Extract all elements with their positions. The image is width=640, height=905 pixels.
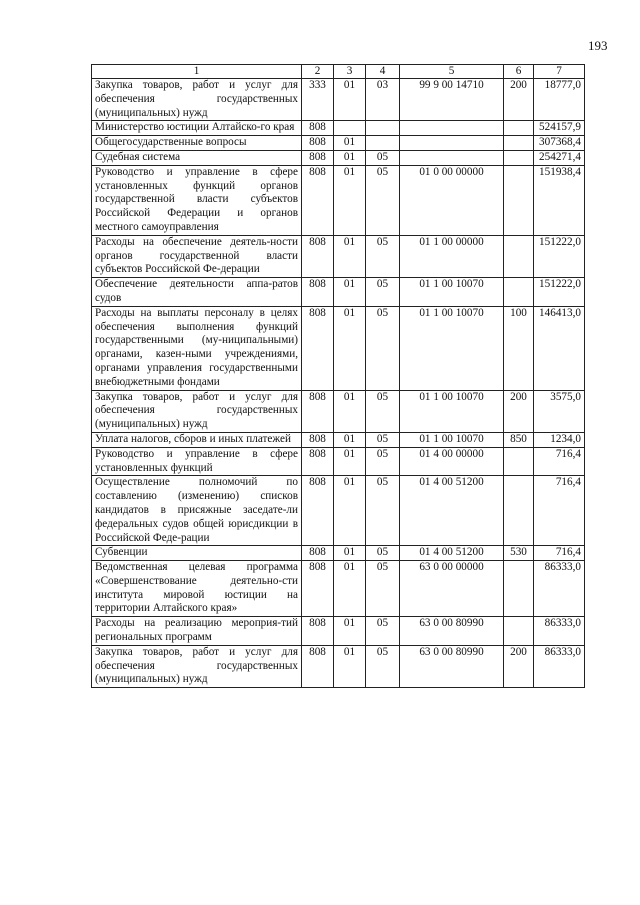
amount-cell: 151938,4 (534, 165, 585, 235)
amount-cell: 524157,9 (534, 121, 585, 136)
target-item-code-cell: 01 1 00 10070 (400, 306, 504, 390)
ministry-code-cell: 808 (302, 546, 334, 561)
ministry-code-cell: 808 (302, 645, 334, 687)
expense-type-code-cell (504, 476, 534, 546)
table-row (92, 546, 585, 561)
column-header-7: 7 (534, 65, 585, 79)
section-code-cell (334, 121, 366, 136)
section-code-cell: 01 (334, 306, 366, 390)
section-code-cell: 01 (334, 136, 366, 151)
amount-cell: 86333,0 (534, 645, 585, 687)
ministry-code-cell: 808 (302, 121, 334, 136)
expense-type-code-cell (504, 447, 534, 476)
subsection-code-cell: 05 (366, 432, 400, 447)
table-row (92, 561, 585, 617)
expense-type-code-cell (504, 165, 534, 235)
section-code-cell: 01 (334, 278, 366, 307)
target-item-code-cell: 01 1 00 00000 (400, 235, 504, 277)
amount-cell: 1234,0 (534, 432, 585, 447)
amount-cell: 3575,0 (534, 390, 585, 432)
expense-type-code-cell (504, 150, 534, 165)
table-row (92, 447, 585, 476)
amount-cell: 146413,0 (534, 306, 585, 390)
table-row (92, 79, 585, 121)
subsection-code-cell: 05 (366, 306, 400, 390)
row-name-cell: Расходы на обеспечение деятель-ности органов государственной власти субъектов Российской Фе-дерации (92, 235, 302, 277)
ministry-code-cell: 808 (302, 476, 334, 546)
subsection-code-cell: 05 (366, 390, 400, 432)
amount-cell: 86333,0 (534, 617, 585, 646)
subsection-code-cell: 05 (366, 476, 400, 546)
column-header-3: 3 (334, 65, 366, 79)
subsection-code-cell: 05 (366, 235, 400, 277)
section-code-cell: 01 (334, 235, 366, 277)
subsection-code-cell (366, 121, 400, 136)
section-code-cell: 01 (334, 546, 366, 561)
table-row (92, 432, 585, 447)
subsection-code-cell: 05 (366, 165, 400, 235)
section-code-cell: 01 (334, 390, 366, 432)
section-code-cell: 01 (334, 447, 366, 476)
table-row (92, 306, 585, 390)
table-row (92, 121, 585, 136)
ministry-code-cell: 808 (302, 390, 334, 432)
row-name-cell: Судебная система (92, 150, 302, 165)
table-row (92, 617, 585, 646)
expense-type-code-cell: 850 (504, 432, 534, 447)
table-row (92, 235, 585, 277)
row-name-cell: Расходы на выплаты персоналу в целях обеспечения выполнения функций государственными (му-ниципальными) органами, казен-ными учреждениями, органами управления государственными внебюджетными фондами (92, 306, 302, 390)
expense-type-code-cell (504, 235, 534, 277)
target-item-code-cell: 01 0 00 00000 (400, 165, 504, 235)
target-item-code-cell: 01 1 00 10070 (400, 278, 504, 307)
amount-cell: 307368,4 (534, 136, 585, 151)
table-row (92, 278, 585, 307)
target-item-code-cell (400, 121, 504, 136)
amount-cell: 716,4 (534, 546, 585, 561)
table-row (92, 476, 585, 546)
column-header-5: 5 (400, 65, 504, 79)
table-row (92, 645, 585, 687)
row-name-cell: Закупка товаров, работ и услуг для обеспечения государственных (муниципальных) нужд (92, 390, 302, 432)
expense-type-code-cell: 530 (504, 546, 534, 561)
ministry-code-cell: 808 (302, 447, 334, 476)
ministry-code-cell: 808 (302, 617, 334, 646)
ministry-code-cell: 808 (302, 561, 334, 617)
section-code-cell: 01 (334, 432, 366, 447)
ministry-code-cell: 808 (302, 278, 334, 307)
column-header-1: 1 (92, 65, 302, 79)
budget-table (91, 64, 585, 688)
target-item-code-cell: 01 4 00 51200 (400, 476, 504, 546)
amount-cell: 151222,0 (534, 235, 585, 277)
section-code-cell: 01 (334, 79, 366, 121)
ministry-code-cell: 333 (302, 79, 334, 121)
subsection-code-cell: 05 (366, 278, 400, 307)
column-header-4: 4 (366, 65, 400, 79)
subsection-code-cell: 05 (366, 561, 400, 617)
expense-type-code-cell: 200 (504, 390, 534, 432)
row-name-cell: Руководство и управление в сфере установленных функций органов государственной власти субъектов Российской Федерации и органов местного самоуправления (92, 165, 302, 235)
expense-type-code-cell (504, 136, 534, 151)
row-name-cell: Министерство юстиции Алтайско-го края (92, 121, 302, 136)
table-row (92, 390, 585, 432)
expense-type-code-cell: 200 (504, 79, 534, 121)
target-item-code-cell: 01 1 00 10070 (400, 432, 504, 447)
ministry-code-cell: 808 (302, 432, 334, 447)
subsection-code-cell: 05 (366, 617, 400, 646)
column-header-2: 2 (302, 65, 334, 79)
table-row (92, 165, 585, 235)
section-code-cell: 01 (334, 476, 366, 546)
row-name-cell: Уплата налогов, сборов и иных платежей (92, 432, 302, 447)
ministry-code-cell: 808 (302, 150, 334, 165)
subsection-code-cell (366, 136, 400, 151)
section-code-cell: 01 (334, 165, 366, 235)
subsection-code-cell: 05 (366, 150, 400, 165)
expense-type-code-cell (504, 121, 534, 136)
amount-cell: 716,4 (534, 447, 585, 476)
expense-type-code-cell (504, 278, 534, 307)
row-name-cell: Осуществление полномочий по составлению (изменению) списков кандидатов в присяжные заседате-ли федеральных судов общей юрисдикции в Российской Феде-рации (92, 476, 302, 546)
target-item-code-cell (400, 150, 504, 165)
subsection-code-cell: 05 (366, 546, 400, 561)
ministry-code-cell: 808 (302, 306, 334, 390)
row-name-cell: Расходы на реализацию мероприя-тий региональных программ (92, 617, 302, 646)
row-name-cell: Ведомственная целевая программа «Совершенствование деятельно-сти института мировой юстиции на территории Алтайского края» (92, 561, 302, 617)
section-code-cell: 01 (334, 561, 366, 617)
expense-type-code-cell: 200 (504, 645, 534, 687)
amount-cell: 151222,0 (534, 278, 585, 307)
row-name-cell: Обеспечение деятельности аппа-ратов судов (92, 278, 302, 307)
section-code-cell: 01 (334, 617, 366, 646)
amount-cell: 716,4 (534, 476, 585, 546)
amount-cell: 254271,4 (534, 150, 585, 165)
row-name-cell: Общегосударственные вопросы (92, 136, 302, 151)
amount-cell: 86333,0 (534, 561, 585, 617)
ministry-code-cell: 808 (302, 235, 334, 277)
table-header-row (92, 65, 585, 79)
target-item-code-cell: 63 0 00 80990 (400, 617, 504, 646)
target-item-code-cell: 63 0 00 80990 (400, 645, 504, 687)
row-name-cell: Закупка товаров, работ и услуг для обеспечения государственных (муниципальных) нужд (92, 645, 302, 687)
column-header-6: 6 (504, 65, 534, 79)
target-item-code-cell: 99 9 00 14710 (400, 79, 504, 121)
row-name-cell: Субвенции (92, 546, 302, 561)
target-item-code-cell: 01 1 00 10070 (400, 390, 504, 432)
target-item-code-cell: 01 4 00 51200 (400, 546, 504, 561)
ministry-code-cell: 808 (302, 165, 334, 235)
subsection-code-cell: 05 (366, 645, 400, 687)
amount-cell: 18777,0 (534, 79, 585, 121)
section-code-cell: 01 (334, 645, 366, 687)
subsection-code-cell: 05 (366, 447, 400, 476)
target-item-code-cell: 63 0 00 00000 (400, 561, 504, 617)
table-row (92, 150, 585, 165)
target-item-code-cell (400, 136, 504, 151)
row-name-cell: Руководство и управление в сфере установленных функций (92, 447, 302, 476)
table-row (92, 136, 585, 151)
ministry-code-cell: 808 (302, 136, 334, 151)
expense-type-code-cell (504, 561, 534, 617)
target-item-code-cell: 01 4 00 00000 (400, 447, 504, 476)
section-code-cell: 01 (334, 150, 366, 165)
subsection-code-cell: 03 (366, 79, 400, 121)
expense-type-code-cell (504, 617, 534, 646)
page-number: 193 (588, 38, 608, 53)
row-name-cell: Закупка товаров, работ и услуг для обеспечения государственных (муниципальных) нужд (92, 79, 302, 121)
expense-type-code-cell: 100 (504, 306, 534, 390)
